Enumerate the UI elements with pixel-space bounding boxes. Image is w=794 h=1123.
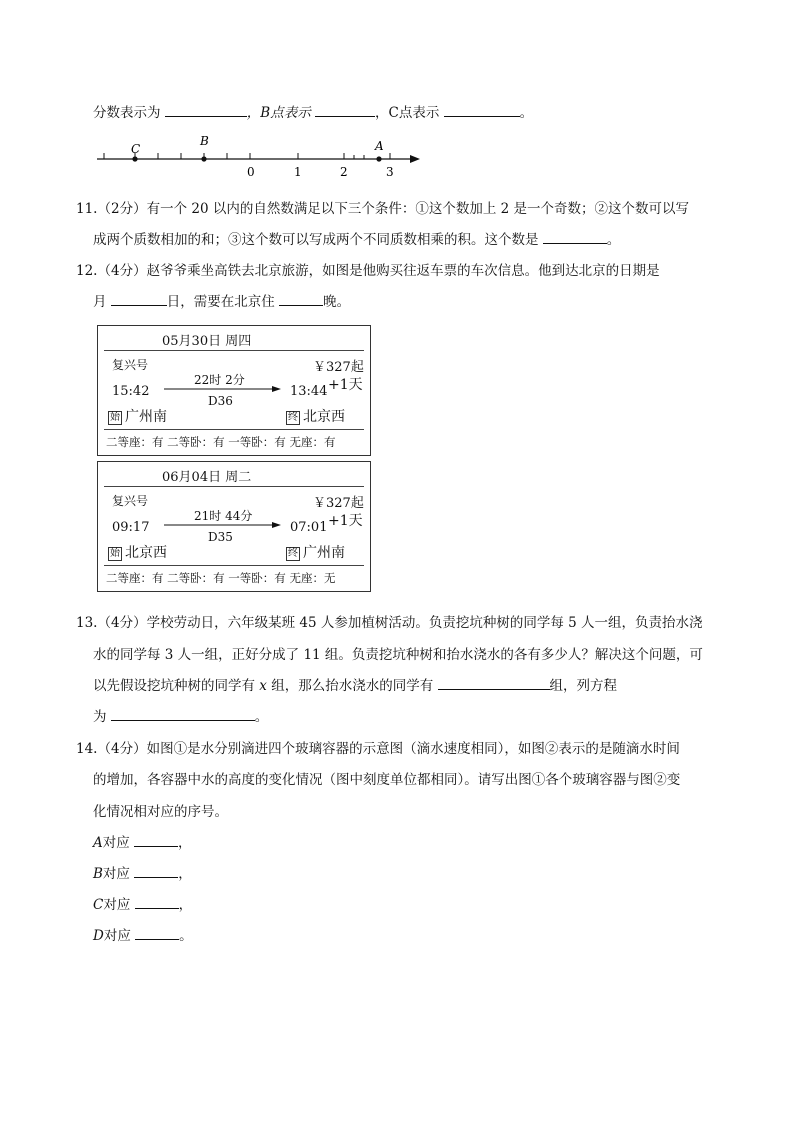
q13-line2: 水的同学每 3 人一组，正好分成了 11 组。负责挖坑种树和抬水浇水的各有多少人？解决这个问题，可 [93,647,703,663]
q14-text1: 如图①是水分别滴进四个玻璃容器的示意图（滴水速度相同），如图②表示的是随滴水时间 [146,741,680,757]
q13-score: （4分） [97,615,147,631]
q13-text3b: 组，那么抬水浇水的同学有 [271,678,434,694]
q14-answer-a [93,831,192,851]
q14-answer-b [93,862,192,882]
q12-number: 12. [76,263,98,279]
number-line [92,128,432,180]
ticket-price: ￥327起 [313,360,364,375]
q13-text1: 学校劳动日，六年级某班 45 人参加植树活动。负责挖坑种树的同学每 5 人一组，负责抬水浇 [146,615,703,631]
arrow-icon [164,384,282,394]
answer-text: 对应 [103,928,131,944]
q14-score: （4分） [97,741,147,757]
q13-line4 [93,705,268,725]
label-a: A [375,139,384,153]
from-station-name: 广州南 [125,409,167,425]
q12-end: 晚。 [323,294,351,310]
q10-prefix: 分数表示为 [93,105,161,121]
q10-blank-b[interactable] [315,103,375,117]
q14-line1 [76,737,680,757]
number-line-ticks [104,153,390,159]
ticket-return [97,461,371,592]
next-day-badge: +1天 [328,377,363,393]
tick-label-2: 2 [340,165,348,179]
q10-c-label: ，C点表示 [375,105,440,121]
arrive-time: 13:44 [290,384,328,399]
arrow-icon [164,520,282,530]
point-a [376,156,381,161]
answer-blank-d[interactable] [135,926,179,940]
q11-line1 [76,197,689,217]
arrive-time: 07:01 [290,520,328,535]
from-station [108,542,167,562]
q10-b-label: ，B点表示 [246,105,311,121]
answer-end: 。 [179,928,193,944]
to-station-name: 北京西 [303,409,345,425]
tick-label-3: 3 [386,165,394,179]
ticket-divider [104,486,364,487]
q12-blank-nights[interactable] [279,292,323,306]
answer-text: 对应 [102,866,130,882]
point-b [201,156,206,161]
answer-end: ， [178,835,192,851]
answer-end: ， [178,866,192,882]
q11-text2: 成两个质数相加的和；③这个数可以写成两个不同质数相乘的积。这个数是 [93,232,539,248]
answer-text: 对应 [103,897,131,913]
q12-text1: 赵爷爷乘坐高铁去北京旅游，如图是他购买往返车票的车次信息。他到达北京的日期是 [146,263,660,279]
ticket-outbound [97,325,371,456]
answer-text: 对应 [102,835,130,851]
q10-blank-a[interactable] [165,103,247,117]
train-type: 复兴号 [112,358,149,372]
answer-end: ， [178,897,193,913]
from-station-name: 北京西 [125,545,167,561]
q10-answer-line [93,101,533,121]
terminal-icon: 终 [288,412,298,423]
q14-line2: 的增加，各容器中水的高度的变化情况（图中刻度单位都相同）。请写出图①各个玻璃容器与图②变 [93,772,681,788]
q11-text1: 有一个 20 以内的自然数满足以下三个条件：①这个数加上 2 是一个奇数；②这个数可以写 [146,201,690,217]
seat-availability: 二等座：有 二等卧：有 一等卧：有 无座：有 [106,435,336,449]
q11-line2 [93,228,620,248]
q12-day-label: 日，需要在北京住 [166,294,275,310]
train-number: D35 [208,530,233,544]
q13-text3c: 组，列方程 [549,678,618,694]
q13-blank-group[interactable] [438,676,550,690]
to-station [286,406,345,426]
ticket-divider-2 [104,565,364,566]
answer-blank-b[interactable] [134,864,178,878]
to-station-name: 广州南 [303,545,345,561]
depart-time: 09:17 [112,520,150,535]
q13-end: 。 [254,709,269,725]
q12-month-label: 月 [93,294,107,310]
label-b: B [200,134,209,148]
q13-variable: x [259,678,267,694]
answer-letter: B [93,866,103,882]
q14-answer-d [93,924,193,944]
answer-blank-a[interactable] [134,833,178,847]
answer-letter: D [93,928,104,944]
to-station [286,542,345,562]
q10-end: 。 [519,105,534,121]
origin-icon: 始 [110,548,120,559]
tick-label-0: 0 [247,165,255,179]
train-type: 复兴号 [112,494,149,508]
next-day-badge: +1天 [328,513,363,529]
q12-line2 [93,290,350,310]
tick-label-1: 1 [294,165,302,179]
ticket-divider [104,350,364,351]
seat-availability: 二等座：有 二等卧：有 一等卧：有 无座：无 [106,571,336,585]
ticket-date: 05月30日 周四 [162,334,252,349]
ticket-price: ￥327起 [313,496,364,511]
ticket-divider-2 [104,429,364,430]
origin-icon: 始 [110,412,120,423]
q13-blank-equation[interactable] [111,707,255,721]
q11-blank[interactable] [543,230,607,244]
duration: 22时 2分 [194,373,245,387]
q13-number: 13. [76,615,98,631]
q11-end: 。 [606,232,621,248]
q14-answer-c [93,893,192,913]
q13-line3 [93,674,617,694]
from-station [108,406,167,426]
q13-text4: 为 [93,709,107,725]
terminal-icon: 终 [288,548,298,559]
q12-blank-day[interactable] [111,292,167,306]
q13-text3a: 以先假设挖坑种树的同学有 [93,678,255,694]
ticket-date: 06月04日 周二 [162,470,252,485]
train-number: D36 [208,394,233,408]
number-line-arrow [410,155,420,163]
label-c: C [131,142,141,156]
duration: 21时 44分 [194,509,253,523]
q14-line3: 化情况相对应的序号。 [93,804,228,820]
q11-score: （2分） [97,201,147,217]
q10-blank-c[interactable] [444,103,520,117]
answer-letter: C [93,897,104,913]
answer-blank-c[interactable] [135,895,179,909]
q11-number: 11. [76,201,98,217]
q13-line1 [76,611,703,631]
q12-line1 [76,259,660,279]
q12-score: （4分） [97,263,147,279]
answer-letter: A [93,835,103,851]
point-c [132,156,137,161]
q14-number: 14. [76,741,98,757]
depart-time: 15:42 [112,384,150,399]
